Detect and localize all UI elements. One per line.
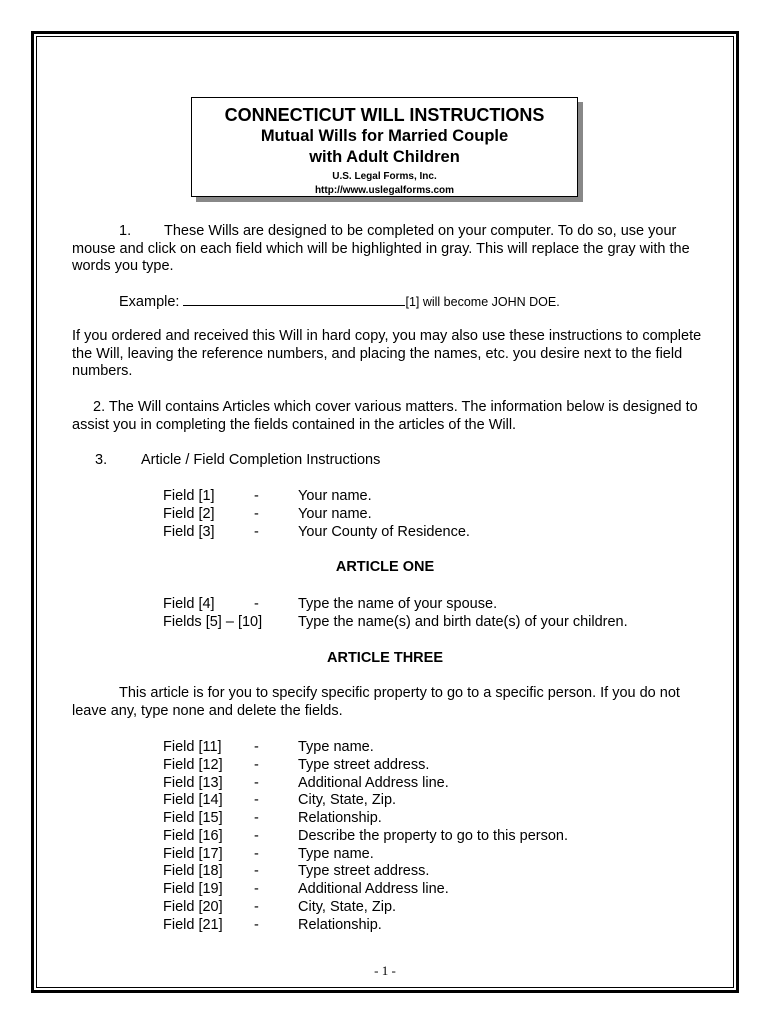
field-dash: - [254,792,259,808]
hard-copy-text: If you ordered and received this Will in hard copy, you may also use these instructions to complete the Will, leaving the reference numbers, and placing the names, etc. you desire next to the field numbers. [72,328,702,379]
field-number: Field [20] [163,899,223,915]
field-row [0,524,770,542]
field-number: Field [3] [163,524,215,540]
field-row [0,846,770,864]
field-description: Describe the property to go to this person. [298,828,569,844]
field-description: Additional Address line. [298,775,449,791]
document-title: CONNECTICUT WILL INSTRUCTIONS [224,105,545,125]
field-description: City, State, Zip. [298,792,397,808]
field-number: Field [17] [163,846,223,862]
example-label: Example: [119,294,180,310]
document-subtitle: with Adult Children [309,148,460,166]
field-row [0,506,770,524]
field-number: Field [12] [163,757,223,773]
field-dash: - [254,506,259,522]
article-three-intro: This article is for you to specify specific property to go to a specific person. If you do not leave any, type none and delete the fields. [72,685,680,719]
article-one-heading: ARTICLE ONE [335,559,435,575]
field-number: Field [21] [163,917,223,933]
field-row [0,596,770,614]
example-reference: [1] will become JOHN DOE. [405,295,560,309]
field-dash: - [254,739,259,755]
field-dash: - [254,488,259,504]
field-row [0,775,770,793]
field-row [0,863,770,881]
field-description: Type name. [298,846,374,862]
field-dash: - [254,863,259,879]
field-row [0,899,770,917]
field-dash: - [254,917,259,933]
title-box [191,97,578,197]
field-description: Type the name of your spouse. [298,596,498,612]
field-description: Your name. [298,488,372,504]
field-number: Fields [5] – [10] [163,614,263,630]
field-dash: - [254,524,259,540]
field-number: Field [2] [163,506,215,522]
field-row [0,739,770,757]
field-row [0,810,770,828]
field-dash: - [254,899,259,915]
title-box-shadow [196,197,583,202]
field-description: Your name. [298,506,372,522]
field-dash: - [254,881,259,897]
field-description: City, State, Zip. [298,899,397,915]
field-dash: - [254,828,259,844]
field-number: Field [11] [163,739,222,755]
field-row [0,757,770,775]
article-three-heading: ARTICLE THREE [327,650,443,666]
field-row [0,881,770,899]
field-row [0,488,770,506]
field-dash: - [254,757,259,773]
company-url: http://www.uslegalforms.com [314,185,455,196]
field-description: Type the name(s) and birth date(s) of your children. [298,614,628,630]
section-number: 3. [95,452,108,468]
field-dash: - [254,775,259,791]
field-number: Field [4] [163,596,215,612]
field-description: Type street address. [298,757,430,773]
field-description: Relationship. [298,810,382,826]
document-subtitle: Mutual Wills for Married Couple [260,127,509,145]
section-3-title: Article / Field Completion Instructions [141,452,381,468]
field-number: Field [16] [163,828,223,844]
field-row [0,792,770,810]
field-description: Type street address. [298,863,430,879]
field-description: Relationship. [298,917,382,933]
page-number: - 1 - [374,963,396,978]
field-description: Additional Address line. [298,881,449,897]
company-name: U.S. Legal Forms, Inc. [332,171,437,182]
field-description: Type name. [298,739,374,755]
field-row [0,614,770,632]
field-row [0,828,770,846]
field-number: Field [19] [163,881,223,897]
example-line [119,293,560,312]
field-number: Field [18] [163,863,223,879]
field-row [0,917,770,935]
section-1-text: These Wills are designed to be completed on your computer. To do so, use your mouse and click on each field which will be highlighted in gray. This will replace the gray with the words you type. [72,223,690,274]
field-dash: - [254,810,259,826]
example-blank [183,293,405,306]
field-dash: - [254,596,259,612]
section-number: 1. [119,223,132,239]
field-number: Field [13] [163,775,223,791]
field-description: Your County of Residence. [298,524,470,540]
field-number: Field [14] [163,792,223,808]
title-box-shadow [578,102,583,202]
field-number: Field [15] [163,810,223,826]
section-2-text: 2. The Will contains Articles which cover various matters. The information below is designed to assist you in completing the fields contained in the articles of the Will. [72,399,698,433]
field-number: Field [1] [163,488,215,504]
field-dash: - [254,846,259,862]
